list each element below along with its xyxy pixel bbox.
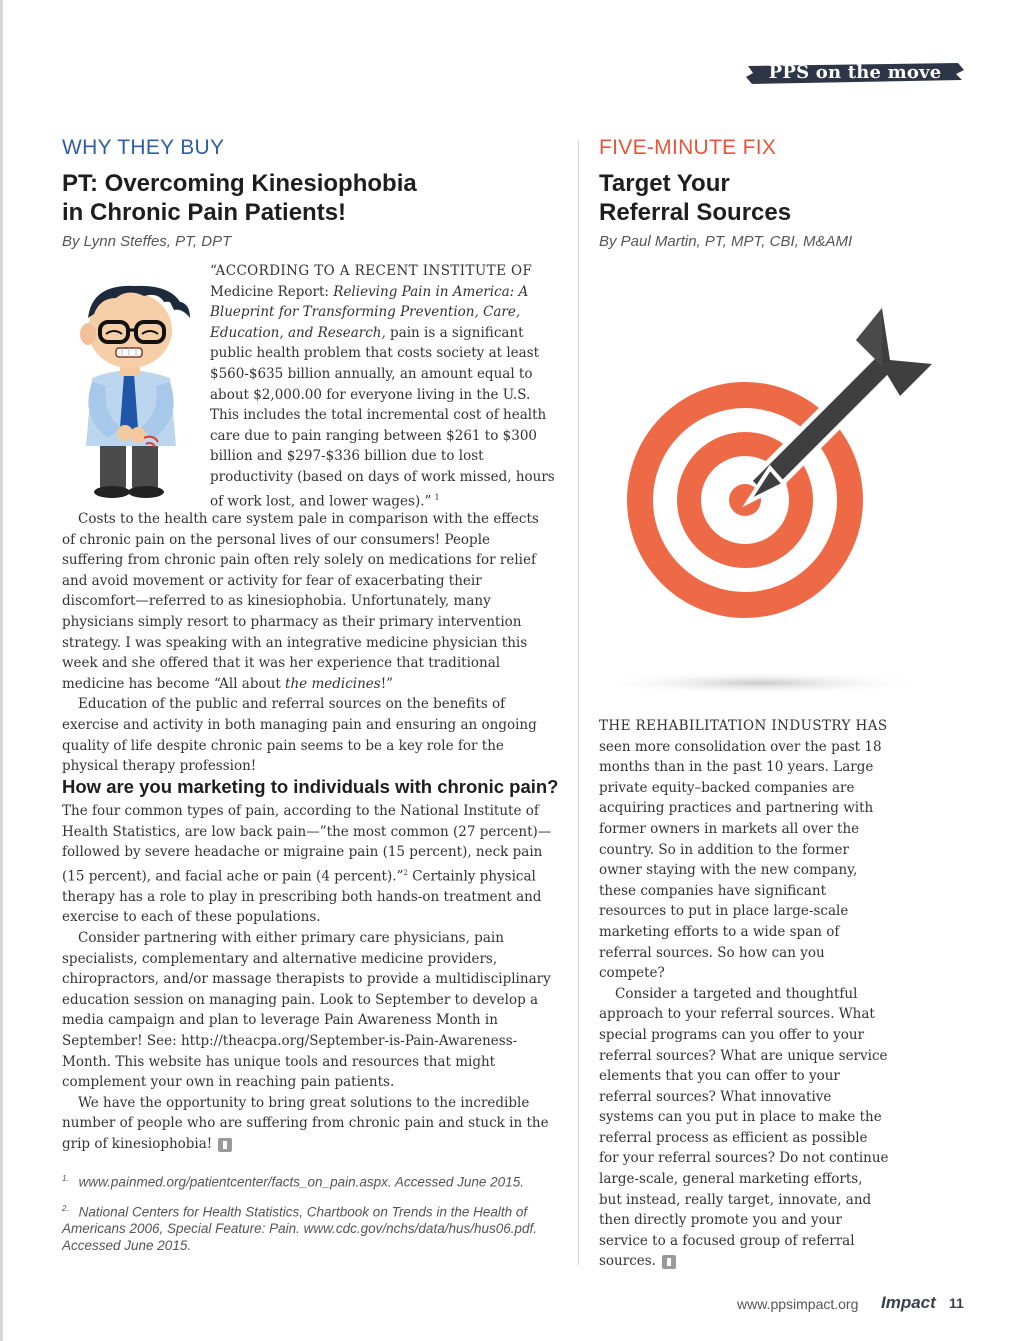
footnote-2-number: 2. [62, 1203, 69, 1213]
right-kicker: FIVE-MINUTE FIX [599, 136, 777, 159]
left-headline [62, 169, 562, 227]
footnote-2-text: National Centers for Health Statistics, Chartbook on Trends in the Health of Americans 2006, Special Feature: Pain. www.cdc.gov/nchs/data/hus/hus06.pdf. Accessed June 2015. [62, 1204, 538, 1253]
footer-brand: Impact [881, 1293, 936, 1312]
left-para-5: Consider partnering with either primary care physicians, pain specialists, complementary and alternative medicine providers, chiropractors, and/or massage therapists to provide a multidisciplinary education session on managing pain. Look to September to develop a media campaign and plan to leverage Pain Awareness Month in September! See: http://theacpa.org/September-is-Pain-Awareness-Month. This website has unique tools and resources that might complement your own in reaching pain patients. [62, 930, 551, 1091]
left-para-3: Education of the public and referral sources on the benefits of exercise and activity in both managing pain and ensuring an ongoing quality of life despite chronic pain seems to be a key role for the physical therapy profession! [62, 696, 537, 775]
intro-text-part1: Medicine Report: [210, 283, 334, 300]
footnote-2 [62, 1200, 557, 1255]
left-body-2 [62, 801, 552, 1155]
left-intro-paragraph [210, 261, 555, 512]
left-para-6-text: We have the opportunity to bring great solutions to the incredible number of people who are suffering from chronic pain and stuck in the grip of kinesiophobia! [62, 1094, 549, 1152]
intro-lead-caps: “ACCORDING TO A RECENT INSTITUTE OF [210, 263, 533, 279]
right-headline-line1: Target Your [599, 170, 730, 197]
footer-url[interactable]: www.ppsimpact.org [737, 1296, 859, 1312]
right-headline [599, 169, 959, 227]
right-para-2-text: Consider a targeted and thoughtful approach to your referral sources. What special programs can you offer to your referral sources? What are unique service elements that you can offer to your referral sources? What innovative systems can you put in place to make the referral process as efficient as possible for your referral sources? Do not continue large-scale, general marketing efforts, but instead, really target, innovate, and then directly promote you and your service to a focused group of referral sources. [599, 985, 889, 1270]
left-para-6 [62, 1093, 552, 1155]
intro-footnote-ref: 1 [434, 492, 440, 502]
section-banner [744, 60, 966, 86]
left-para-4-a: The four common types of pain, according to the National Institute of Health Statistics, are low back pain—”the most common (27 percent)—followed by severe headache or migraine pain (15 percent), neck pain (15 percent), and facial ache or pain (4 percent).” [62, 803, 552, 885]
left-byline: By Lynn Steffes, PT, DPT [62, 233, 232, 250]
banner-label: PPS on the move [768, 62, 942, 83]
intro-text-part2: pain is a significant public health problem that costs society at least $560-$635 billion annually, an amount equal to about $2,000.00 for everyone living in the U.S. This includes the total incremental cost of health care due to pain ranging between $261 to $300 billion and $297-$336 billion due to lost productivity (based on days of work missed, hours of work lost, and lower wages).” [210, 324, 555, 510]
impact-end-mark-icon [218, 1138, 232, 1152]
left-para-2 [62, 509, 552, 694]
left-para-4 [62, 801, 552, 928]
left-para-2-italic: the medicines [285, 675, 381, 692]
page-number: 11 [949, 1295, 964, 1311]
footnotes [62, 1170, 557, 1263]
right-byline: By Paul Martin, PT, MPT, CBI, M&AMI [599, 233, 853, 250]
right-headline-line2: Referral Sources [599, 199, 792, 226]
right-para-1 [599, 716, 889, 984]
target-arrow-illustration [620, 300, 965, 700]
right-para-1-text: seen more consolidation over the past 18 months than in the past 10 years. Large private equity–backed companies are acquiring practices and partnering with former owners in markets all over the country. So in addition to the former owner staying with the new company, these companies have significant resources to put in place large-scale marketing efforts to a wide span of referral sources. So how can you compete? [599, 738, 882, 982]
right-lead-caps: THE REHABILITATION INDUSTRY HAS [599, 718, 888, 734]
left-subheading: How are you marketing to individuals with chronic pain? [62, 776, 559, 797]
man-in-pain-illustration [78, 278, 198, 503]
left-para-4-ref: 2 [403, 868, 408, 877]
left-para-4-b: Certainly physical therapy has a role to play in prescribing both hands-on treatment and exercise to each of these populations. [62, 868, 542, 926]
left-headline-line2: in Chronic Pain Patients! [62, 199, 347, 226]
footnote-1 [62, 1170, 557, 1191]
left-headline-line1: PT: Overcoming Kinesiophobia [62, 170, 417, 197]
right-para-2 [599, 984, 889, 1272]
footnote-1-number: 1. [62, 1174, 69, 1183]
column-divider [578, 141, 579, 1265]
footnote-1-text: www.painmed.org/patientcenter/facts_on_pain.aspx. Accessed June 2015. [78, 1174, 524, 1190]
impact-end-mark-icon [662, 1255, 676, 1269]
page-edge [0, 0, 3, 1341]
intro-report-title: Relieving Pain in America: A Blueprint for Transforming Prevention, Care, Education, and Research, [210, 283, 529, 341]
left-para-2-end: !” [380, 675, 394, 692]
left-body [62, 509, 552, 777]
left-kicker: WHY THEY BUY [62, 136, 225, 159]
left-para-2-text: Costs to the health care system pale in comparison with the effects of chronic pain on the personal lives of our consumers! People suffering from chronic pain often rely solely on medications for relief and avoid movement or activity for fear of exacerbating their discomfort—referred to as kinesiophobia. Unfortunately, many physicians simply resort to pharmacy as their primary intervention strategy. I was speaking with an integrative medicine physician this week and she offered that it was her experience that traditional medicine has become “All about [62, 511, 539, 692]
right-body [599, 716, 889, 1272]
